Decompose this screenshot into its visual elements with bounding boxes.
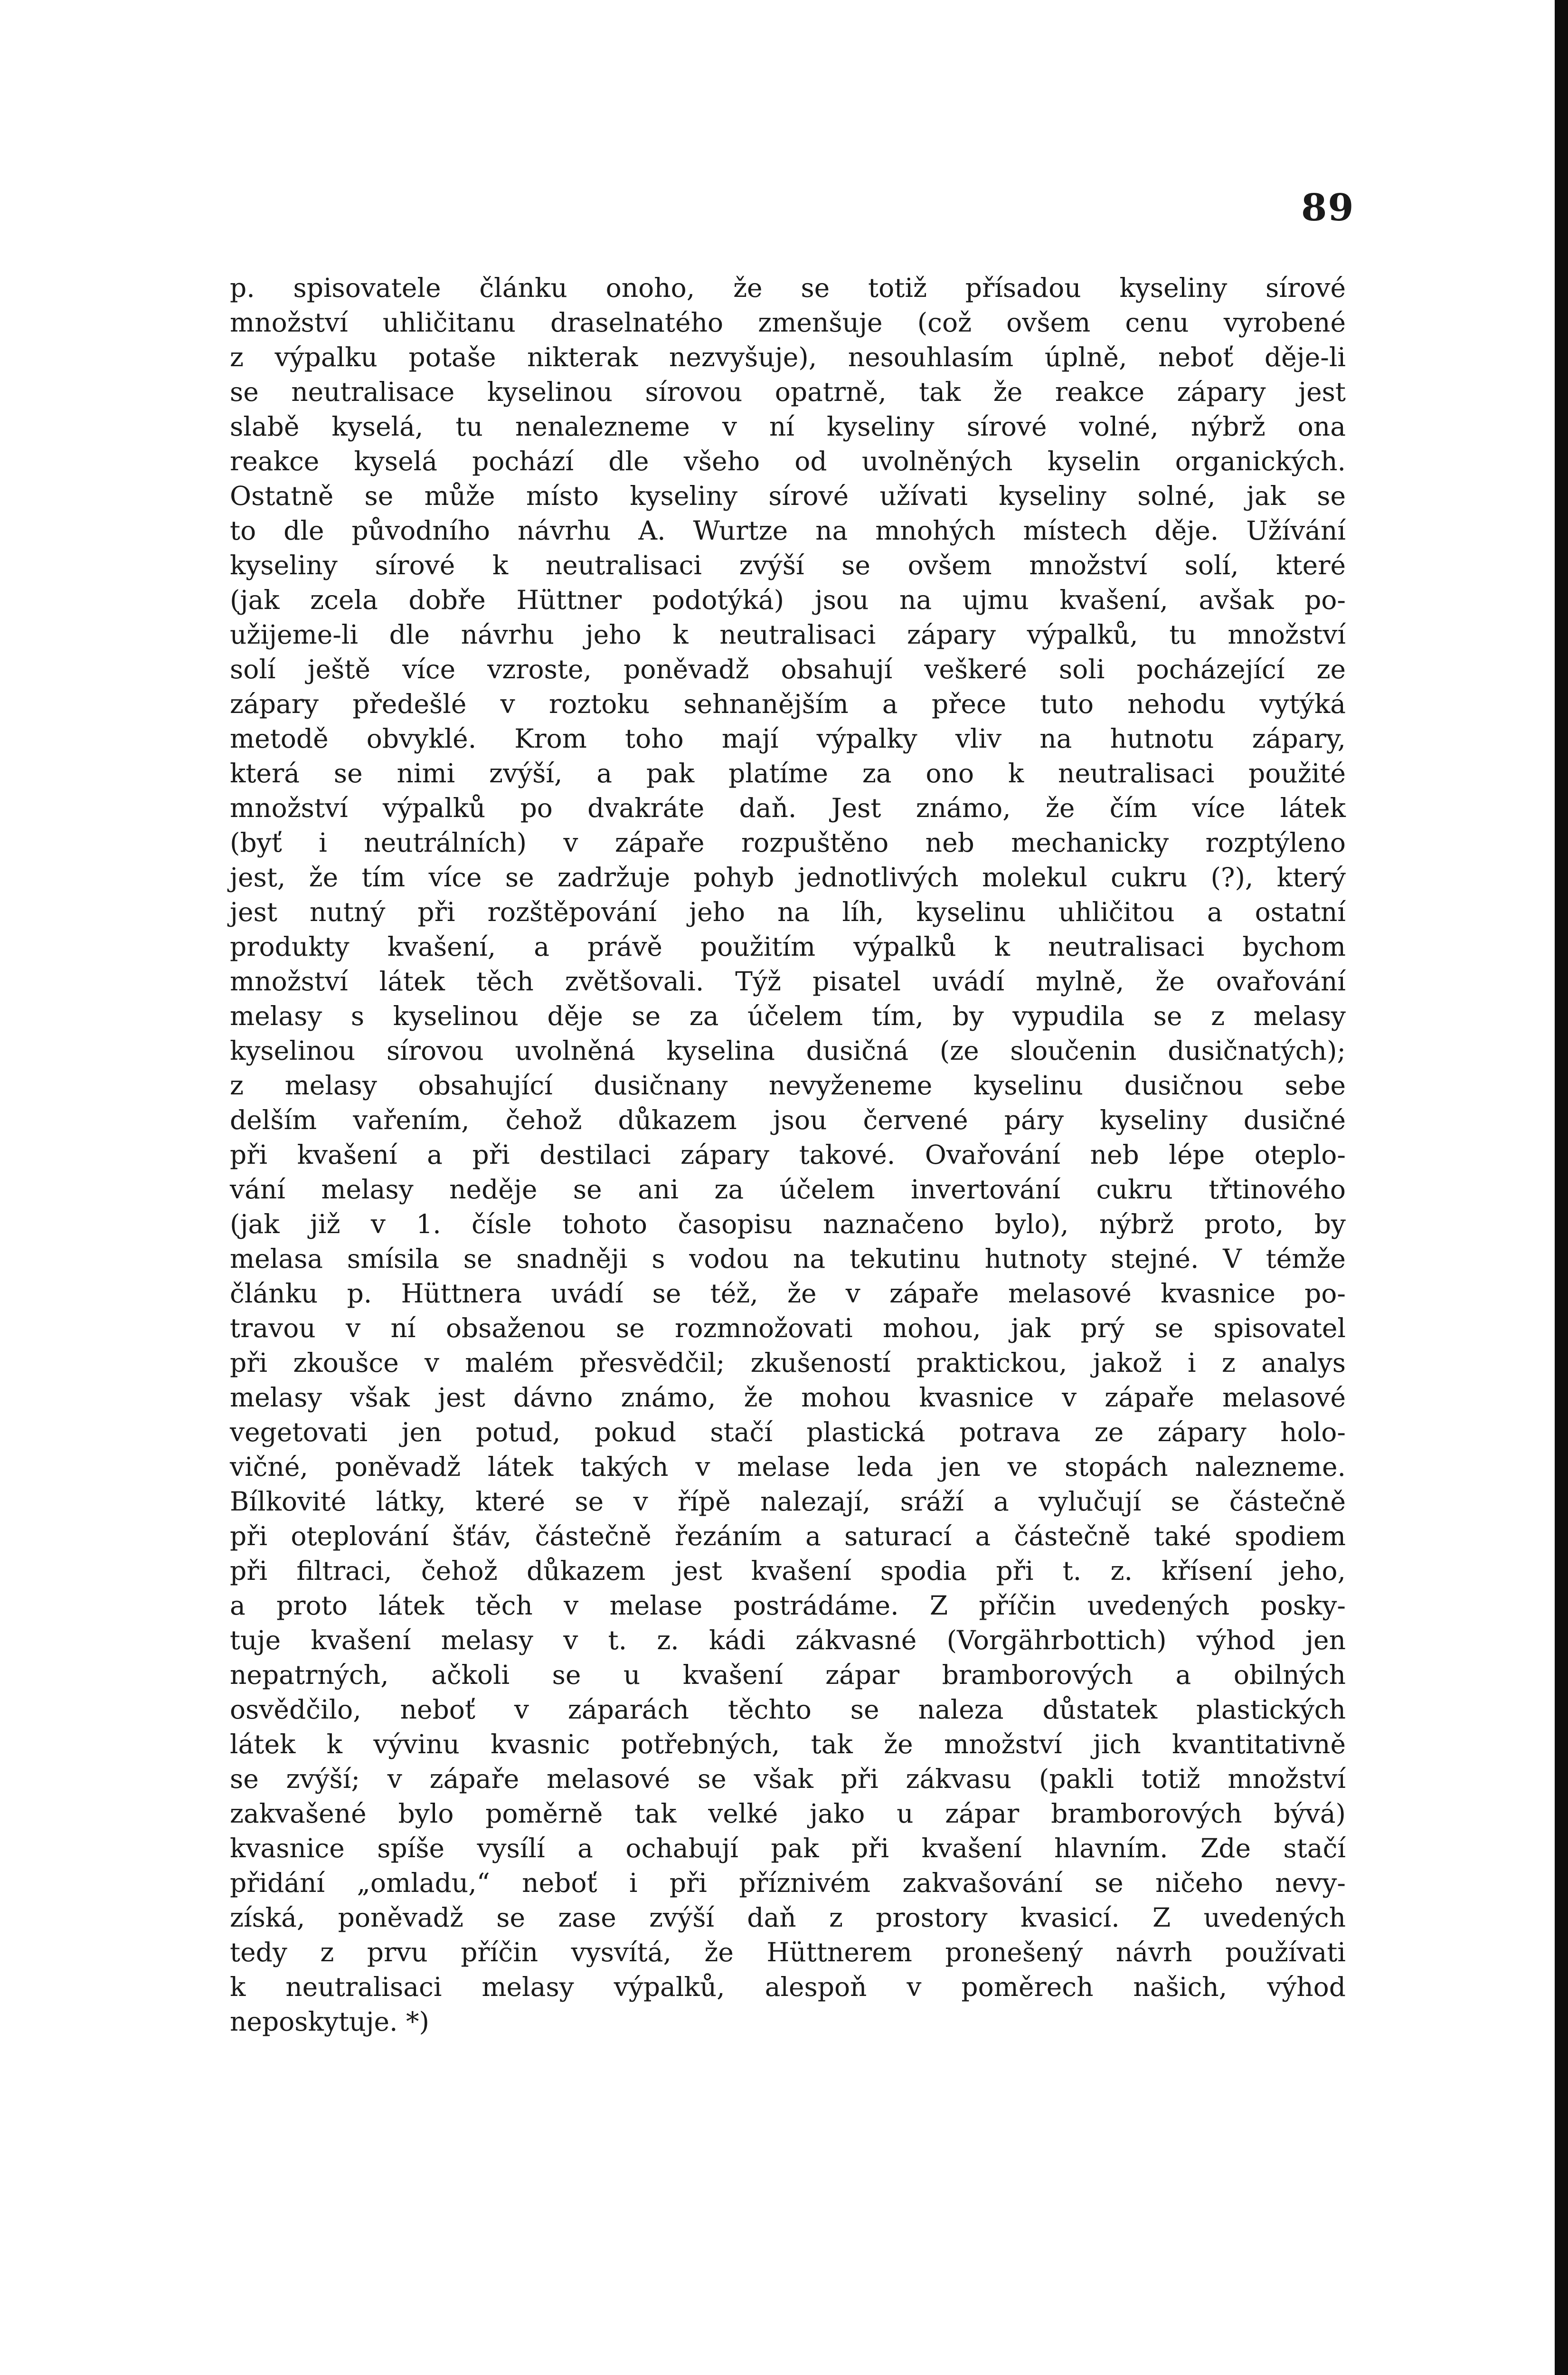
text-line: vání melasy neděje se ani za účelem invertování cukru třtinového — [230, 1174, 1346, 1205]
text-line: jest, že tím více se zadržuje pohyb jednotlivých molekul cukru (?), který — [230, 862, 1346, 893]
text-line: přidání „omladu,“ neboť i při příznivém zakvašování se ničeho nevy- — [230, 1868, 1346, 1898]
text-line: množství uhličitanu draselnatého zmenšuje (což ovšem cenu vyrobené — [230, 307, 1346, 338]
text-line: melasa smísila se snadněji s vodou na tekutinu hutnoty stejné. V témže — [230, 1244, 1346, 1274]
text-line: z výpalku potaše nikterak nezvyšuje), nesouhlasím úplně, neboť děje-li — [230, 342, 1346, 372]
text-line: kyseliny sírové k neutralisaci zvýší se ovšem množství solí, které — [230, 550, 1346, 580]
text-line: užijeme-li dle návrhu jeho k neutralisaci zápary výpalků, tu množství — [230, 619, 1346, 650]
text-line: Ostatně se může místo kyseliny sírové užívati kyseliny solné, jak se — [230, 481, 1346, 511]
text-line: se neutralisace kyselinou sírovou opatrně, tak že reakce zápary jest — [230, 377, 1346, 407]
text-line: (jak zcela dobře Hüttner podotýká) jsou na ujmu kvašení, avšak po- — [230, 585, 1346, 615]
text-line: zápary předešlé v roztoku sehnanějším a přece tuto nehodu vytýká — [230, 689, 1346, 719]
text-line: Bílkovité látky, které se v řípě nalezají, sráží a vylučují se částečně — [230, 1486, 1346, 1517]
text-line: slabě kyselá, tu nenalezneme v ní kyseliny sírové volné, nýbrž ona — [230, 411, 1346, 442]
text-line: tedy z prvu příčin vysvítá, že Hüttnerem pronešený návrh používati — [230, 1937, 1346, 1967]
text-line: tuje kvašení melasy v t. z. kádi zákvasné (Vorgährbottich) výhod jen — [230, 1625, 1346, 1655]
text-line: solí ještě více vzroste, poněvadž obsahují veškeré soli pocházející ze — [230, 654, 1346, 684]
text-line: kvasnice spíše vysílí a ochabují pak při kvašení hlavním. Zde stačí — [230, 1833, 1346, 1863]
body-text — [230, 271, 1346, 2039]
text-line: při filtraci, čehož důkazem jest kvašení spodia při t. z. křísení jeho, — [230, 1556, 1346, 1586]
text-line: se zvýší; v zápaře melasové se však při zákvasu (pakli totiž množství — [230, 1764, 1346, 1794]
text-line: melasy s kyselinou děje se za účelem tím, by vypudila se z melasy — [230, 1001, 1346, 1031]
text-line: osvědčilo, neboť v záparách těchto se naleza důstatek plastických — [230, 1694, 1346, 1725]
page-number: 89 — [1301, 186, 1355, 229]
text-line: vegetovati jen potud, pokud stačí plastická potrava ze zápary holo- — [230, 1417, 1346, 1447]
text-line: travou v ní obsaženou se rozmnožovati mohou, jak prý se spisovatel — [230, 1313, 1346, 1343]
text-line: k neutralisaci melasy výpalků, alespoň v poměrech našich, výhod — [230, 1972, 1346, 2002]
text-line: vičné, poněvadž látek takých v melase leda jen ve stopách nalezneme. — [230, 1452, 1346, 1482]
text-line: zakvašené bylo poměrně tak velké jako u zápar bramborových bývá) — [230, 1798, 1346, 1829]
text-line: melasy však jest dávno známo, že mohou kvasnice v zápaře melasové — [230, 1382, 1346, 1413]
text-line: při oteplování šťáv, částečně řezáním a saturací a částečně také spodiem — [230, 1521, 1346, 1551]
text-line: kyselinou sírovou uvolněná kyselina dusičná (ze sloučenin dusičnatých); — [230, 1036, 1346, 1066]
text-line: jest nutný při rozštěpování jeho na líh, kyselinu uhličitou a ostatní — [230, 897, 1346, 927]
text-line: která se nimi zvýší, a pak platíme za ono k neutralisaci použité — [230, 758, 1346, 788]
text-line: p. spisovatele článku onoho, že se totiž přísadou kyseliny sírové — [230, 273, 1346, 303]
text-line: a proto látek těch v melase postrádáme. Z příčin uvedených posky- — [230, 1590, 1346, 1621]
text-line: to dle původního návrhu A. Wurtze na mnohých místech děje. Užívání — [230, 515, 1346, 546]
text-line: množství výpalků po dvakráte daň. Jest známo, že čím více látek — [230, 793, 1346, 823]
text-line: (jak již v 1. čísle tohoto časopisu naznačeno bylo), nýbrž proto, by — [230, 1209, 1346, 1239]
text-line: množství látek těch zvětšovali. Týž pisatel uvádí mylně, že ovařování — [230, 966, 1346, 997]
text-line: článku p. Hüttnera uvádí se též, že v zápaře melasové kvasnice po- — [230, 1278, 1346, 1309]
text-line: (byť i neutrálních) v zápaře rozpuštěno neb mechanicky rozptýleno — [230, 827, 1346, 858]
text-line: metodě obvyklé. Krom toho mají výpalky vliv na hutnotu zápary, — [230, 723, 1346, 754]
text-line: látek k vývinu kvasnic potřebných, tak že množství jich kvantitativně — [230, 1729, 1346, 1759]
text-line: při kvašení a při destilaci zápary takové. Ovařování neb lépe oteplo- — [230, 1140, 1346, 1170]
text-line: nepatrných, ačkoli se u kvašení zápar bramborových a obilných — [230, 1660, 1346, 1690]
text-line: reakce kyselá pochází dle všeho od uvolněných kyselin organických. — [230, 446, 1346, 476]
text-line: neposkytuje. *) — [230, 2006, 429, 2037]
text-line: při zkoušce v malém přesvědčil; zkušeností praktickou, jakož i z analys — [230, 1348, 1346, 1378]
text-line: získá, poněvadž se zase zvýší daň z prostory kvasicí. Z uvedených — [230, 1902, 1346, 1933]
text-line: delším vařením, čehož důkazem jsou červené páry kyseliny dusičné — [230, 1105, 1346, 1135]
text-line: z melasy obsahující dusičnany nevyženeme kyselinu dusičnou sebe — [230, 1070, 1346, 1101]
text-line: produkty kvašení, a právě použitím výpalků k neutralisaci bychom — [230, 931, 1346, 962]
scan-edge — [1555, 0, 1568, 2375]
